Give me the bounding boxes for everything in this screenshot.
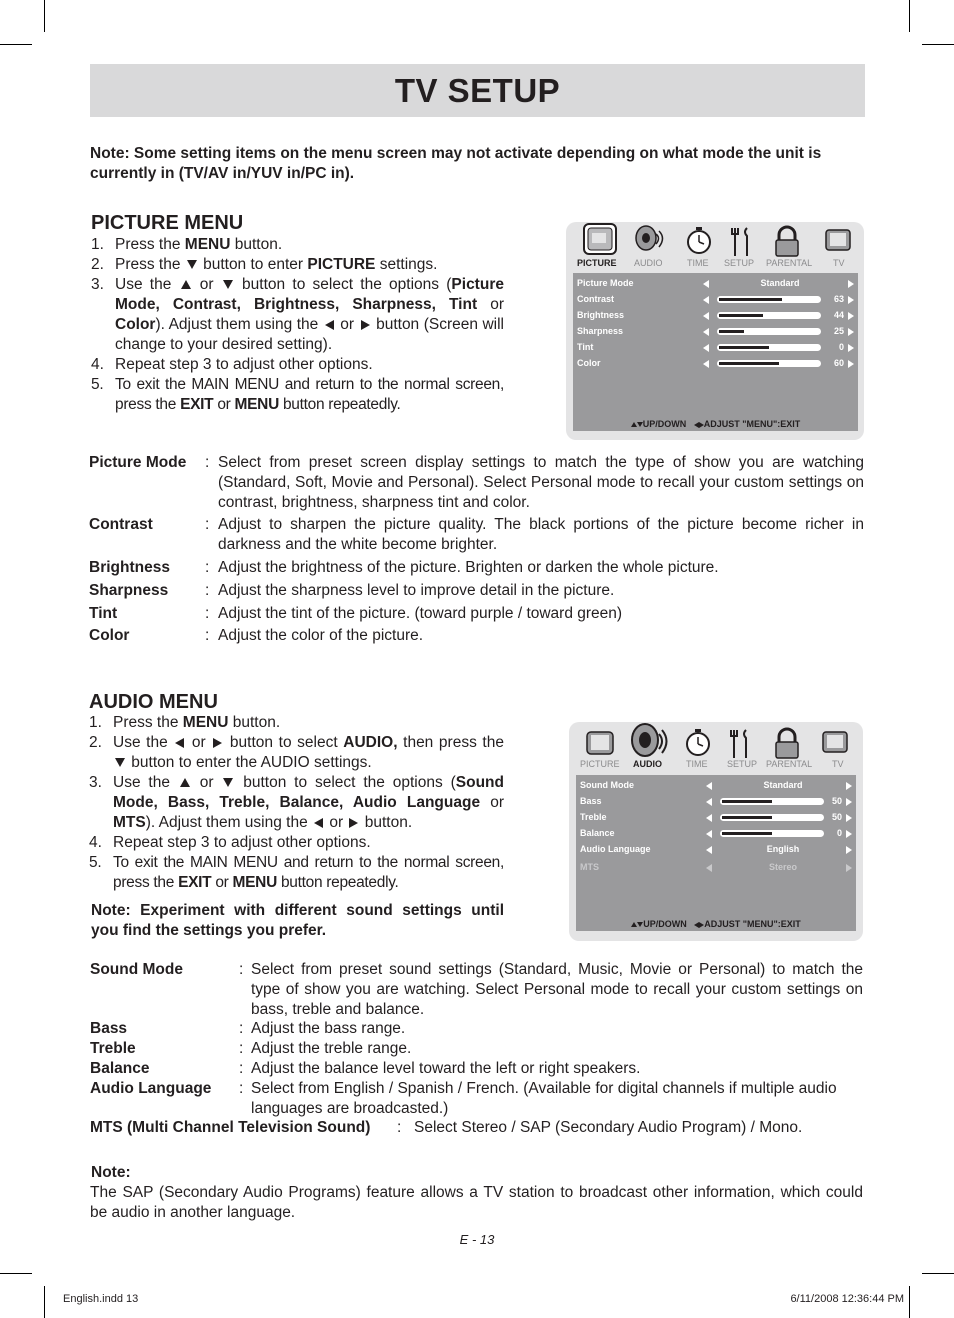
osd-setting-value: 60 bbox=[833, 358, 844, 368]
osd-slider[interactable] bbox=[717, 296, 821, 303]
osd-setting-row[interactable] bbox=[576, 794, 856, 810]
desc-definition: Select Stereo / SAP (Secondary Audio Program) / Mono. bbox=[414, 1119, 803, 1136]
picture-icon bbox=[577, 722, 623, 762]
osd-slider-fill bbox=[719, 330, 744, 333]
picture-step-3: 3. Use the or button to select the options (Picture Mode, Contrast, Brightness, Sharpness, Tint or Color). Adjust them using the or button (Screen will change to your desired setting). bbox=[91, 276, 504, 353]
osd-setting-row[interactable] bbox=[573, 292, 858, 308]
osd-setting-label: Tint bbox=[577, 342, 594, 352]
desc-term: Tint bbox=[89, 605, 118, 622]
osd-tab[interactable]: PICTURE bbox=[577, 258, 617, 268]
audio-step-3: 3. Use the or button to select the options (Sound Mode, Bass, Treble, Balance, Audio Language or MTS). Adjust them using the or button. bbox=[89, 774, 504, 831]
desc-colon: : bbox=[239, 1020, 244, 1037]
desc-colon: : bbox=[239, 961, 244, 978]
osd-tab[interactable]: SETUP bbox=[724, 258, 755, 268]
osd-slider-fill bbox=[722, 800, 772, 803]
left-arrow-icon[interactable] bbox=[706, 830, 712, 838]
desc-colon: : bbox=[205, 516, 210, 533]
left-arrow-icon[interactable] bbox=[703, 312, 709, 320]
setup-icon bbox=[717, 722, 763, 762]
osd-tab[interactable]: TIME bbox=[686, 759, 708, 769]
osd-setting-label: Contrast bbox=[577, 294, 615, 304]
left-arrow-icon[interactable] bbox=[706, 846, 712, 854]
osd-setting-row[interactable] bbox=[576, 826, 856, 842]
desc-term: Picture Mode bbox=[89, 454, 187, 471]
osd-tab[interactable]: AUDIO bbox=[634, 258, 663, 268]
osd-slider-fill bbox=[719, 298, 782, 301]
osd-setting-row[interactable] bbox=[576, 860, 856, 876]
osd-tab[interactable]: PARENTAL bbox=[766, 258, 813, 268]
left-arrow-icon[interactable] bbox=[703, 360, 709, 368]
left-arrow-icon[interactable] bbox=[706, 814, 712, 822]
desc-term: Balance bbox=[90, 1060, 150, 1077]
osd-tab[interactable]: PARENTAL bbox=[766, 759, 813, 769]
right-arrow-icon[interactable] bbox=[846, 782, 852, 790]
page-number: E - 13 bbox=[459, 1232, 495, 1247]
osd-setting-row[interactable] bbox=[573, 324, 858, 340]
osd-setting-value: 50 bbox=[831, 796, 842, 806]
osd-tab-bar bbox=[569, 759, 863, 775]
left-arrow-icon bbox=[175, 738, 184, 748]
mode-note: Note: Some setting items on the menu screen may not activate depending on what mode the unit is currently in (TV/AV in/YUV in/PC in). bbox=[90, 145, 822, 182]
desc-term: MTS (Multi Channel Television Sound) bbox=[90, 1119, 371, 1136]
osd-setting-label: MTS bbox=[580, 862, 599, 872]
osd-setting-value: 0 bbox=[836, 828, 842, 838]
osd-setting-label: Picture Mode bbox=[577, 278, 634, 288]
crop-mark bbox=[922, 1273, 954, 1274]
osd-tab[interactable]: TV bbox=[832, 759, 844, 769]
osd-setting-row[interactable] bbox=[573, 340, 858, 356]
crop-mark bbox=[44, 0, 45, 32]
osd-setting-row[interactable] bbox=[576, 778, 856, 794]
left-arrow-icon[interactable] bbox=[703, 280, 709, 288]
osd-slider-fill bbox=[719, 362, 779, 365]
right-arrow-icon bbox=[213, 738, 222, 748]
osd-setting-row[interactable] bbox=[576, 810, 856, 826]
osd-slider[interactable] bbox=[717, 360, 821, 367]
osd-settings-panel bbox=[573, 273, 858, 431]
picture-steps bbox=[91, 235, 504, 415]
osd-slider[interactable] bbox=[717, 344, 821, 351]
audio-icon bbox=[626, 222, 672, 262]
osd-tab[interactable]: PICTURE bbox=[580, 759, 620, 769]
left-arrow-icon bbox=[314, 818, 323, 828]
osd-setting-value: Standard bbox=[760, 278, 800, 288]
tv-icon bbox=[813, 722, 859, 762]
right-arrow-icon[interactable] bbox=[848, 344, 854, 352]
desc-definition: Adjust the sharpness level to improve detail in the picture. bbox=[218, 582, 615, 599]
left-arrow-icon[interactable] bbox=[706, 864, 712, 872]
desc-colon: : bbox=[205, 605, 210, 622]
crop-mark bbox=[922, 44, 954, 45]
desc-definition: Select from preset screen display settings to match the type of show you are watching (Standard, Soft, Movie and Personal). Select Personal mode to recall your custom settings on contrast, brightness, sharpness tint and color. bbox=[218, 454, 864, 511]
desc-term: Bass bbox=[90, 1020, 128, 1037]
osd-tab[interactable]: TIME bbox=[687, 258, 709, 268]
crop-mark bbox=[909, 0, 910, 32]
picture-step-4: 4. Repeat step 3 to adjust other options. bbox=[91, 356, 373, 373]
osd-setting-value: English bbox=[766, 844, 800, 854]
osd-setting-label: Brightness bbox=[577, 310, 625, 320]
picture-step-1: 1. Press the MENU button. bbox=[91, 236, 283, 253]
picture-icon bbox=[576, 222, 622, 262]
parental-lock-icon bbox=[764, 222, 810, 262]
parental-lock-icon bbox=[764, 722, 810, 762]
desc-definition: Adjust the tint of the picture. (toward purple / toward green) bbox=[218, 605, 623, 622]
time-icon bbox=[676, 222, 722, 262]
right-arrow-icon[interactable] bbox=[848, 328, 854, 336]
crop-mark bbox=[909, 1286, 910, 1318]
crop-mark bbox=[0, 1273, 32, 1274]
desc-definition: Select from preset sound settings (Standard, Music, Movie or Personal) to match the type of show you are watching. Select Personal mode to recall your custom settings on bass, treble and balance. bbox=[251, 961, 863, 1018]
left-arrow-icon[interactable] bbox=[703, 296, 709, 304]
left-arrow-icon[interactable] bbox=[703, 344, 709, 352]
osd-tab[interactable]: AUDIO bbox=[633, 759, 662, 769]
desc-definition: Adjust the treble range. bbox=[251, 1040, 412, 1057]
right-arrow-icon[interactable] bbox=[848, 296, 854, 304]
page-title: TV SETUP bbox=[394, 72, 561, 109]
down-arrow-icon bbox=[223, 778, 233, 787]
osd-slider[interactable] bbox=[717, 328, 821, 335]
osd-tab[interactable]: TV bbox=[833, 258, 845, 268]
desc-colon: : bbox=[205, 627, 210, 644]
picture-step-2: 2. Press the button to enter PICTURE settings. bbox=[91, 256, 438, 273]
osd-slider[interactable] bbox=[720, 830, 824, 837]
osd-setting-row[interactable] bbox=[573, 356, 858, 372]
osd-setting-value: 63 bbox=[833, 294, 844, 304]
osd-setting-row[interactable] bbox=[573, 308, 858, 324]
audio-step-4: 4. Repeat step 3 to adjust other options. bbox=[89, 834, 371, 851]
osd-tab[interactable]: SETUP bbox=[727, 759, 758, 769]
down-arrow-icon bbox=[187, 260, 197, 269]
desc-definition: Adjust to sharpen the picture quality. The black portions of the picture become richer in darkness and the white become brighter. bbox=[218, 516, 864, 553]
desc-definition: Adjust the color of the picture. bbox=[218, 627, 424, 644]
right-arrow-icon bbox=[361, 320, 370, 330]
osd-setting-label: Balance bbox=[580, 828, 615, 838]
osd-hint: UP/DOWN ADJUST "MENU":EXIT bbox=[576, 919, 856, 929]
osd-setting-value: 25 bbox=[833, 326, 844, 336]
desc-colon: : bbox=[239, 1060, 244, 1077]
osd-setting-label: Sound Mode bbox=[580, 780, 634, 790]
page-header bbox=[90, 64, 865, 117]
osd-slider[interactable] bbox=[717, 312, 821, 319]
osd-setting-value: Standard bbox=[763, 780, 803, 790]
osd-tab-bar bbox=[566, 258, 864, 274]
audio-osd-screen bbox=[569, 722, 863, 941]
desc-colon: : bbox=[205, 454, 210, 471]
osd-setting-label: Audio Language bbox=[580, 844, 651, 854]
osd-setting-value: Stereo bbox=[768, 862, 797, 872]
desc-term: Audio Language bbox=[90, 1080, 212, 1097]
osd-setting-label: Sharpness bbox=[577, 326, 624, 336]
tv-icon bbox=[816, 222, 862, 262]
down-arrow-icon bbox=[223, 280, 233, 289]
picture-menu-heading: PICTURE MENU bbox=[91, 212, 244, 234]
desc-colon: : bbox=[239, 1040, 244, 1057]
osd-setting-label: Treble bbox=[580, 812, 607, 822]
desc-colon: : bbox=[397, 1119, 402, 1136]
time-icon bbox=[675, 722, 721, 762]
desc-colon: : bbox=[205, 582, 210, 599]
desc-colon: : bbox=[239, 1080, 244, 1097]
osd-hint: UP/DOWN ADJUST "MENU":EXIT bbox=[573, 419, 858, 429]
right-arrow-icon[interactable] bbox=[846, 798, 852, 806]
osd-setting-label: Color bbox=[577, 358, 601, 368]
footer-timestamp: 6/11/2008 12:36:44 PM bbox=[790, 1293, 904, 1305]
right-arrow-icon[interactable] bbox=[846, 814, 852, 822]
desc-term: Color bbox=[89, 627, 130, 644]
osd-slider[interactable] bbox=[720, 814, 824, 821]
setup-icon bbox=[718, 222, 764, 262]
picture-step-5: 5. To exit the MAIN MENU and return to the normal screen, press the EXIT or MENU button repeatedly. bbox=[91, 376, 504, 413]
left-arrow-icon bbox=[325, 320, 334, 330]
right-arrow-icon[interactable] bbox=[846, 830, 852, 838]
left-arrow-icon[interactable] bbox=[706, 782, 712, 790]
osd-setting-row[interactable] bbox=[576, 842, 856, 858]
audio-icon bbox=[625, 722, 671, 762]
osd-slider[interactable] bbox=[720, 798, 824, 805]
desc-definition: Adjust the brightness of the picture. Brighten or darken the whole picture. bbox=[218, 559, 719, 576]
right-arrow-icon[interactable] bbox=[846, 846, 852, 854]
desc-definition: Select from English / Spanish / French. (Available for digital channels if multiple audio languages are broadcasted.) bbox=[251, 1080, 837, 1117]
footer-filename: English.indd 13 bbox=[63, 1293, 139, 1305]
up-arrow-icon bbox=[181, 280, 191, 289]
audio-step-5: 5. To exit the MAIN MENU and return to the normal screen, press the EXIT or MENU button repeatedly. bbox=[89, 854, 504, 891]
osd-slider-fill bbox=[719, 314, 763, 317]
sap-note-text: The SAP (Secondary Audio Programs) feature allows a TV station to broadcast other information, which could be audio in another language. bbox=[90, 1184, 863, 1221]
osd-setting-row[interactable] bbox=[573, 276, 858, 292]
desc-term: Brightness bbox=[89, 559, 170, 576]
osd-setting-label: Bass bbox=[580, 796, 602, 806]
right-arrow-icon[interactable] bbox=[848, 312, 854, 320]
audio-menu-heading: AUDIO MENU bbox=[89, 691, 218, 713]
osd-slider-fill bbox=[722, 816, 772, 819]
desc-term: Sharpness bbox=[89, 582, 169, 599]
audio-steps bbox=[89, 713, 504, 893]
desc-term: Treble bbox=[90, 1040, 136, 1057]
desc-term: Contrast bbox=[89, 516, 153, 533]
sap-note-heading: Note: bbox=[91, 1164, 131, 1181]
desc-term: Sound Mode bbox=[90, 961, 183, 978]
osd-slider-fill bbox=[722, 832, 772, 835]
up-arrow-icon bbox=[180, 778, 190, 787]
right-arrow-icon[interactable] bbox=[846, 864, 852, 872]
audio-step-2: 2. Use the or button to select AUDIO, then press the button to enter the AUDIO settings. bbox=[89, 734, 504, 771]
right-arrow-icon bbox=[349, 818, 358, 828]
down-arrow-icon bbox=[115, 758, 125, 767]
crop-mark bbox=[44, 1286, 45, 1318]
left-arrow-icon[interactable] bbox=[703, 328, 709, 336]
right-arrow-icon[interactable] bbox=[848, 280, 854, 288]
osd-setting-value: 50 bbox=[831, 812, 842, 822]
crop-mark bbox=[0, 44, 32, 45]
osd-setting-value: 44 bbox=[833, 310, 844, 320]
desc-colon: : bbox=[205, 559, 210, 576]
picture-osd-screen bbox=[566, 222, 864, 440]
audio-step-1: 1. Press the MENU button. bbox=[89, 714, 281, 731]
desc-definition: Adjust the balance level toward the left or right speakers. bbox=[251, 1060, 641, 1077]
osd-setting-value: 0 bbox=[838, 342, 844, 352]
audio-note: Note: Experiment with different sound settings until you find the settings you prefer. bbox=[91, 902, 504, 939]
desc-definition: Adjust the bass range. bbox=[251, 1020, 406, 1037]
osd-slider-fill bbox=[719, 346, 769, 349]
left-arrow-icon[interactable] bbox=[706, 798, 712, 806]
osd-settings-panel bbox=[576, 775, 856, 931]
right-arrow-icon[interactable] bbox=[848, 360, 854, 368]
